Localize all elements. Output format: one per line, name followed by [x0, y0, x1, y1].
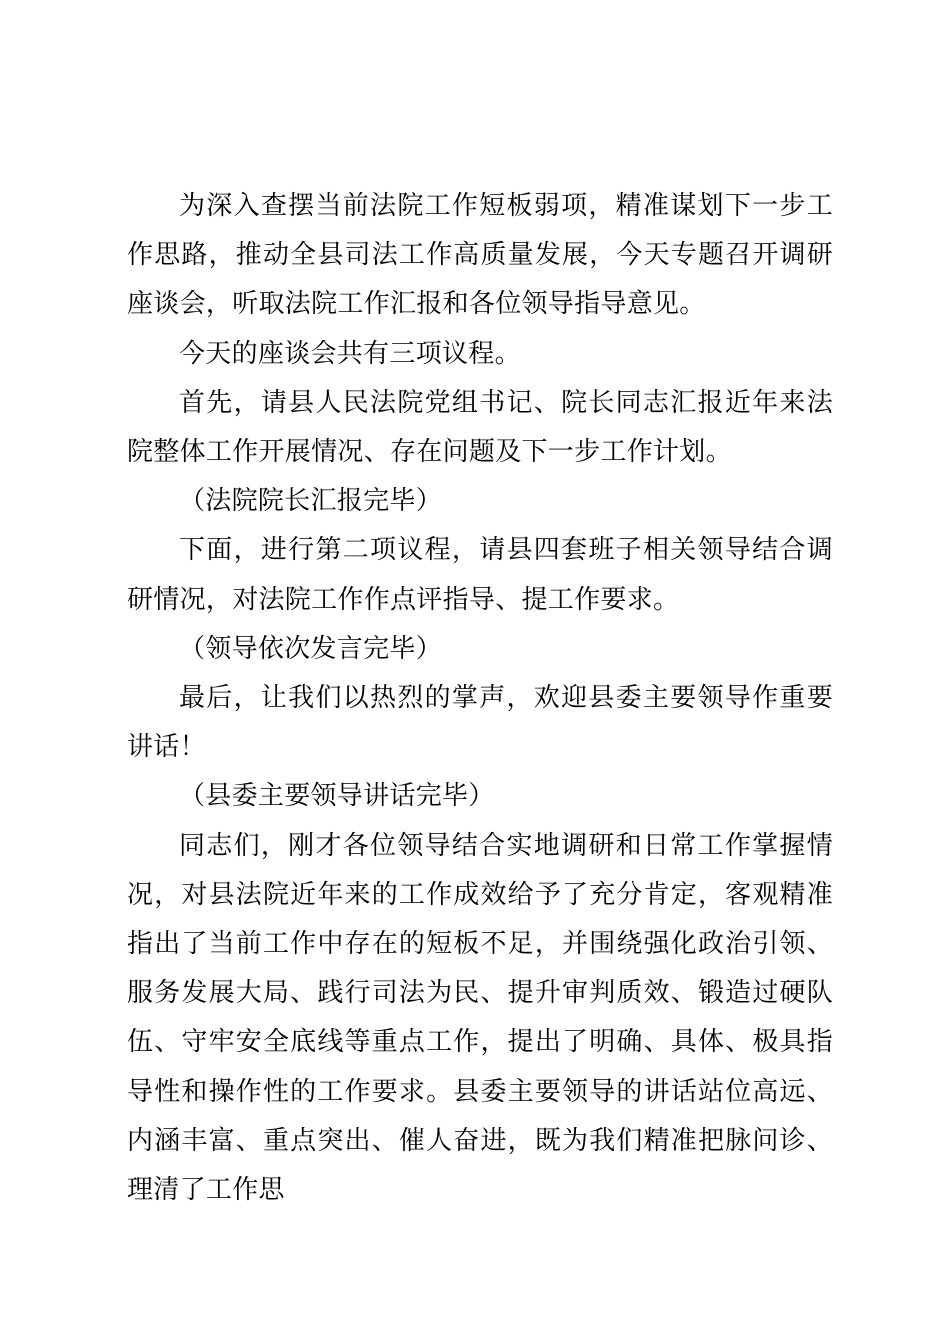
paragraph-purpose: 为深入查摆当前法院工作短板弱项，精准谋划下一步工作思路，推动全县司法工作高质量发展，今天专题召开调研座谈会，听取法院工作汇报和各位领导指导意见。 [127, 191, 833, 320]
paragraph-agenda-last: 最后，让我们以热烈的掌声，欢迎县委主要领导作重要讲话！ [127, 683, 833, 763]
paragraph-stage-note-1: （法院院长汇报完毕） [179, 486, 443, 517]
paragraph-agenda-first: 首先，请县人民法院党组书记、院长同志汇报近年来法院整体工作开展情况、存在问题及下一步工作计划。 [127, 387, 833, 468]
paragraph-stage-note-2: （领导依次发言完毕） [179, 633, 443, 664]
paragraph-summary: 同志们，刚才各位领导结合实地调研和日常工作掌握情况，对县法院近年来的工作成效给予了充分肯定，客观精准指出了当前工作中存在的短板不足，并围绕强化政治引领、服务发展大局、践行司法为民、提升审判质效、锻造过硬队伍、守牢安全底线等重点工作，提出了明确、具体、极具指导性和操作性的工作要求。县委主要领导的讲话站位高远、内涵丰富、重点突出、催人奋进，既为我们精准把脉问诊、理清了工作思 [127, 830, 833, 1206]
paragraph-agenda-intro: 今天的座谈会共有三项议程。 [179, 338, 521, 369]
paragraph-stage-note-3: （县委主要领导讲话完毕） [179, 781, 495, 812]
paragraph-agenda-second: 下面，进行第二项议程，请县四套班子相关领导结合调研情况，对法院工作作点评指导、提工作要求。 [127, 535, 833, 615]
document-body [127, 182, 833, 1215]
